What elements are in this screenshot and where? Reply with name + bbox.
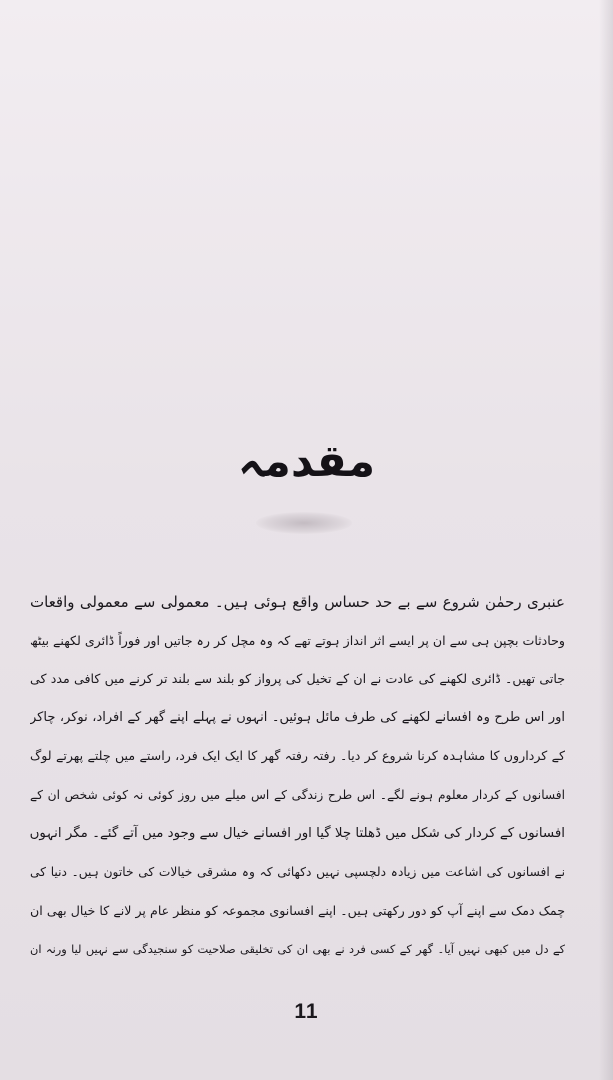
text-line: عنبری رحمٰن شروع سے بے حد حساس واقع ہوئی ہیں۔ معمولی سے معمولی واقعات <box>30 593 565 611</box>
chapter-title: مقدمہ <box>237 436 376 487</box>
text-line: افسانوں کے کردار معلوم ہونے لگے۔ اس طرح زندگی کے اس میلے میں روز کوئی نہ کوئی شخص ان کے <box>30 787 565 802</box>
text-line: نے افسانوں کی اشاعت میں زیادہ دلچسپی نہیں دکھائی کہ وہ مشرقی خیالات کی خاتون ہیں۔ دنیا کی <box>30 865 565 880</box>
text-line: جاتی تھیں۔ ڈائری لکھنے کی عادت نے ان کے تخیل کی پرواز کو بلند سے بلند تر کرنے میں کافی مدد کی <box>30 671 565 687</box>
page-edge-shadow <box>599 0 613 1080</box>
title-ornament <box>256 512 352 534</box>
body-paragraph <box>30 583 565 969</box>
text-line: وحادثات بچپن ہی سے ان پر ایسے اثر انداز ہوتے تھے کہ وہ مچل کر رہ جاتیں اور فوراً ڈائری لکھنے بیٹھ <box>30 632 565 648</box>
text-line: اور اس طرح وہ افسانے لکھنے کی طرف مائل ہوئیں۔ انہوں نے پہلے اپنے گھر کے افراد، نوکر، چاکر <box>30 709 565 725</box>
page-number: 11 <box>294 1000 319 1023</box>
text-line: چمک دمک سے اپنے آپ کو دور رکھتی ہیں۔ اپنے افسانوی مجموعہ کو منظر عام پر لانے کا خیال بھی ان <box>30 902 565 918</box>
text-line: کے دل میں کبھی نہیں آیا۔ گھر کے کسی فرد نے بھی ان کی تخلیقی صلاحیت کو سنجیدگی سے نہیں لیا ورنہ ان <box>30 942 565 957</box>
text-line: افسانوں کے کردار کی شکل میں ڈھلتا چلا گیا اور افسانے خیال سے وجود میں آتے گئے۔ مگر انہوں <box>30 825 565 841</box>
text-line: کے کرداروں کا مشاہدہ کرنا شروع کر دیا۔ رفتہ رفتہ گھر کا ایک ایک فرد، راستے میں چلتے پھرتے لوگ <box>30 748 565 764</box>
